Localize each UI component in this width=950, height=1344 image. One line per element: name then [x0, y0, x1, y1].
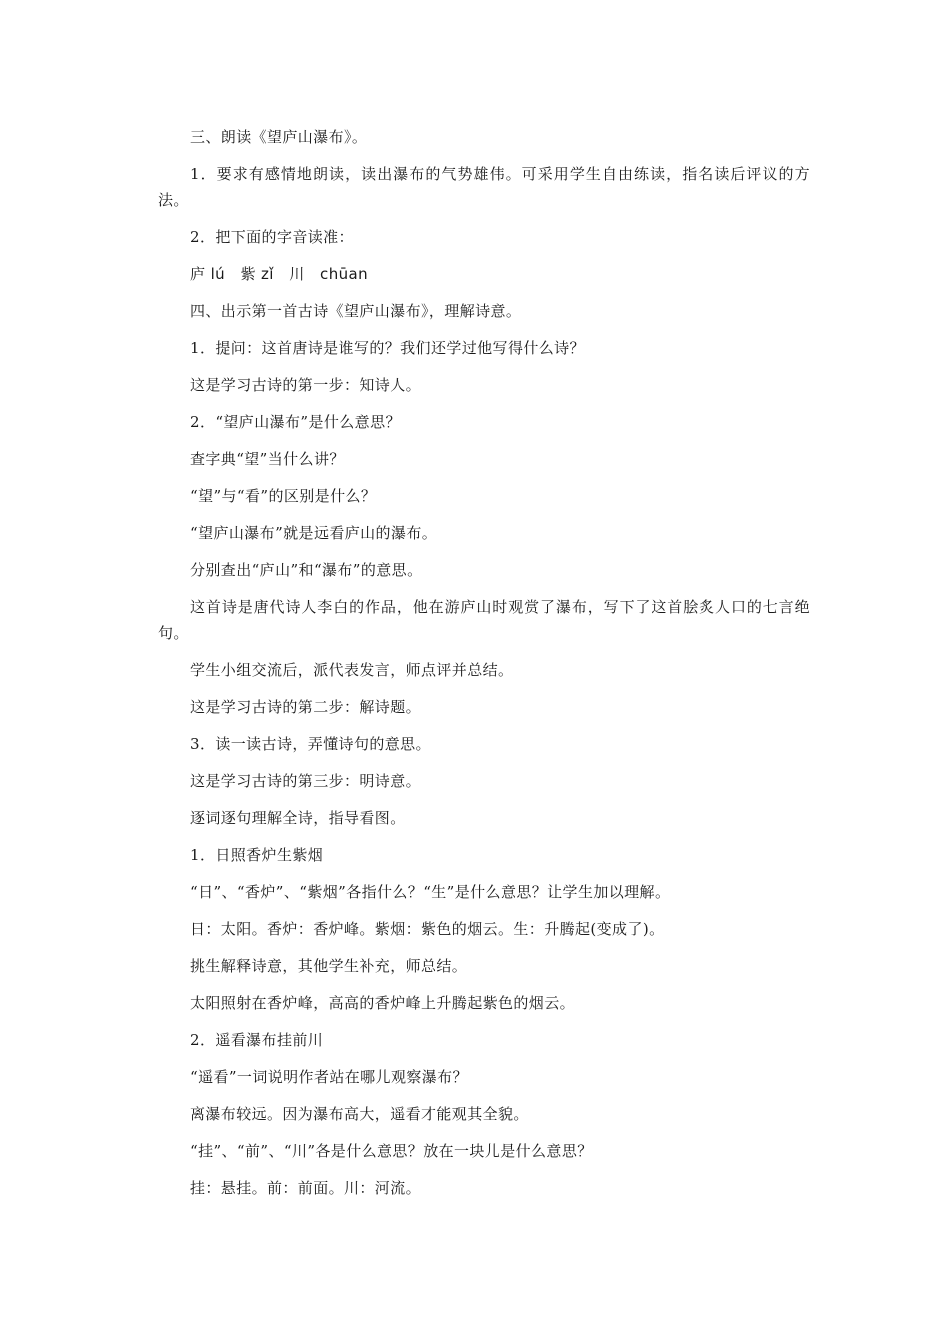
paragraph: “望”与“看”的区别是什么？ — [190, 487, 377, 505]
paragraph: 2．“望庐山瀑布”是什么意思？ — [190, 413, 401, 431]
paragraph: 学生小组交流后，派代表发言，师点评并总结。 — [190, 661, 514, 679]
paragraph: “挂”、“前”、“川”各是什么意思？放在一块儿是什么意思？ — [190, 1142, 593, 1160]
section-heading-read-aloud: 三、朗读《望庐山瀑布》。 — [190, 128, 368, 146]
paragraph: 1．要求有感情地朗读，读出瀑布的气势雄伟。可采用学生自由练读，指名读后评议的方法。 — [158, 165, 810, 209]
paragraph: 1．提问：这首唐诗是谁写的？我们还学过他写得什么诗？ — [190, 339, 585, 357]
document-body — [158, 124, 810, 1212]
paragraph: 3．读一读古诗，弄懂诗句的意思。 — [190, 735, 431, 753]
paragraph: 挑生解释诗意，其他学生补充，师总结。 — [190, 957, 468, 975]
paragraph: 这是学习古诗的第一步：知诗人。 — [190, 376, 422, 394]
section-heading-understand-poem: 四、出示第一首古诗《望庐山瀑布》，理解诗意。 — [190, 302, 522, 320]
poem-line-heading: 2．遥看瀑布挂前川 — [190, 1031, 324, 1049]
paragraph: 逐词逐句理解全诗，指导看图。 — [190, 809, 406, 827]
paragraph: 这是学习古诗的第二步：解诗题。 — [190, 698, 422, 716]
paragraph: “日”、“香炉”、“紫烟”各指什么？“生”是什么意思？让学生加以理解。 — [190, 883, 671, 901]
paragraph: 这是学习古诗的第三步：明诗意。 — [190, 772, 422, 790]
pinyin-line: 庐 lú 紫 zǐ 川 chūan — [190, 265, 369, 283]
paragraph: “遥看”一词说明作者站在哪儿观察瀑布？ — [190, 1068, 468, 1086]
paragraph: 这首诗是唐代诗人李白的作品，他在游庐山时观赏了瀑布，写下了这首脍炙人口的七言绝句。 — [158, 598, 810, 642]
paragraph: 日：太阳。香炉：香炉峰。紫烟：紫色的烟云。生：升腾起(变成了)。 — [190, 920, 665, 938]
paragraph: 挂：悬挂。前：前面。川：河流。 — [190, 1179, 422, 1197]
paragraph: 太阳照射在香炉峰，高高的香炉峰上升腾起紫色的烟云。 — [190, 994, 576, 1012]
paragraph: 分别查出“庐山”和“瀑布”的意思。 — [190, 561, 423, 579]
paragraph: 离瀑布较远。因为瀑布高大，遥看才能观其全貌。 — [190, 1105, 529, 1123]
paragraph: “望庐山瀑布”就是远看庐山的瀑布。 — [190, 524, 438, 542]
poem-line-heading: 1．日照香炉生紫烟 — [190, 846, 324, 864]
paragraph: 2．把下面的字音读准： — [190, 228, 354, 246]
paragraph: 查字典“望”当什么讲？ — [190, 450, 345, 468]
